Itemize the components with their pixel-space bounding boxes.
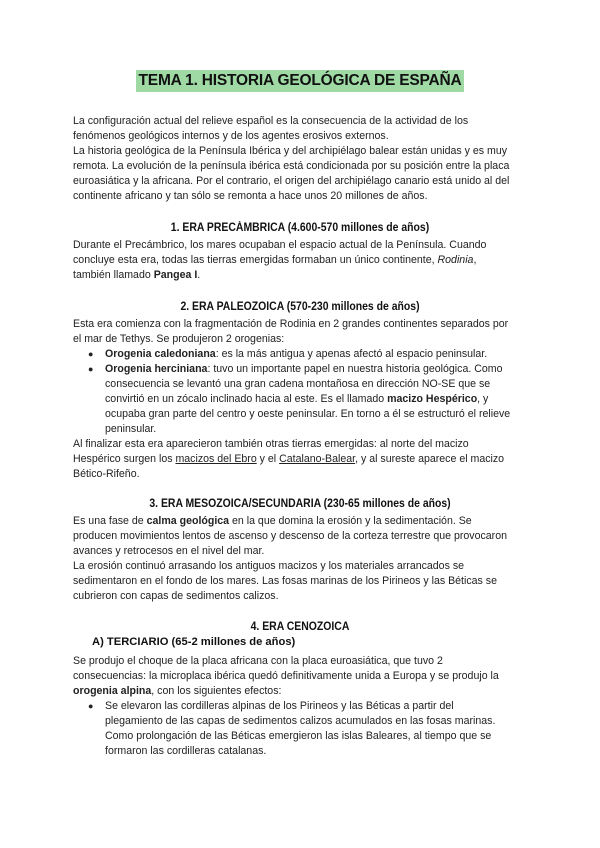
term-orogenia-alpina: orogenia alpina (73, 685, 152, 697)
paleozoica-intro: Esta era comienza con la fragmentación de Rodinia en 2 grandes continentes separados por el mar de Tethys. Se produjeron 2 orogenias: (73, 318, 509, 345)
section-precambrica: Durante el Precámbrico, los mares ocupaban el espacio actual de la Península. Cuando concluye esta era, todas las tierras emergidas formaban un único continente, Rodinia, también llamado Pangea I. (73, 239, 487, 281)
term-rodinia: Rodinia (437, 254, 474, 266)
intro-section (73, 114, 513, 204)
list-item: ● Orogenia caledoniana: es la más antigua y apenas afectó al espacio peninsular. (88, 348, 488, 360)
list-item: ● Se elevaron las cordilleras alpinas de los Pirineos y las Béticas a partir del plegamiento de las capas de sedimentos calizos acumulados en las fosas marinas. Como prolongación de las Béticas emergieron las islas Baleares, al tiempo que se formaron las cordilleras catalanas. (88, 700, 496, 757)
intro-paragraph-2: La historia geológica de la Península Ibérica y del archipiélago balear están unidas y es muy remota. La evolución de la península ibérica está condicionada por su posición entre la placa euroasiática y la africana. Por el contrario, el origen del archipiélago canario está unido al del continente africano y tan sólo se remonta a hace unos 20 millones de años. (73, 145, 510, 202)
list-item: ● Orogenia herciniana: tuvo un importante papel en nuestra historia geológica. Como consecuencia se levantó una gran cadena montañosa en dirección NO-SE que se convirtió en un zócalo inclinado hacia al este. Es el llamado macizo Hespérico, y ocupaba gran parte del centro y oeste peninsular. En torno a él se estructuró el relieve peninsular. (88, 363, 511, 435)
section-mesozoica: Es una fase de calma geológica en la que domina la erosión y la sedimentación. Se producen movimientos lentos de ascenso y descenso de la corteza terrestre que provocaron avances y retrocesos en el nivel del mar. La erosión continuó arrasando los antiguos macizos y los materiales arrancados se sedimentaron en el fondo de los mares. Las fosas marinas de los Pirineos y las Béticas se cubrieron con capas de sedimentos calizos. (73, 514, 513, 604)
heading-cenozoica: 4. ERA CENOZOICA (250, 620, 350, 633)
section-cenozoica: Se produjo el choque de la placa africana con la placa euroasiática, que tuvo 2 consecuencias: la microplaca ibérica quedó definitivamente unida a Europa y se produjo la orogenia alpina, con los siguientes efectos: ● Se elevaron las cordilleras alpinas de los Pirineos y las Béticas a partir del plegamiento de las capas de sedimentos calizos acumulados en las fosas marinas. Como prolongación de las Béticas emergieron las islas Baleares, al tiempo que se formaron las cordilleras catalanas. (73, 654, 513, 759)
link-macizos-ebro: macizos del Ebro (175, 453, 257, 465)
heading-paleozoica: 2. ERA PALEOZOICA (570-230 millones de años) (180, 300, 420, 313)
intro-paragraph-1: La configuración actual del relieve español es la consecuencia de la actividad de los fenómenos geológicos internos y de los agentes erosivos externos. (73, 115, 469, 142)
heading-precambrica: 1. ERA PRECÁMBRICA (4.600-570 millones de años) (170, 221, 430, 234)
bullet-icon: ● (88, 349, 94, 359)
bullet-icon: ● (88, 364, 94, 374)
term-calma-geologica: calma geológica (146, 515, 230, 527)
mesozoica-paragraph-2: La erosión continuó arrasando los antiguos macizos y los materiales arrancados se sedimentaron en el fondo de los mares. Las fosas marinas de los Pirineos y las Béticas se cubrieron con capas de sedimentos calizos. (73, 560, 497, 602)
link-catalano-balear: Catalano-Balear (279, 453, 356, 465)
efectos-list (73, 699, 513, 759)
term-pangea: Pangea I (153, 269, 198, 281)
section-paleozoica (73, 317, 513, 482)
bullet-icon: ● (88, 701, 94, 711)
page-title: TEMA 1. HISTORIA GEOLÓGICA DE ESPAÑA (136, 70, 465, 92)
heading-mesozoica: 3. ERA MESOZOICA/SECUNDARIA (230-65 millones de años) (149, 497, 451, 510)
orogenias-list (73, 347, 513, 437)
paleozoica-end: Al finalizar esta era aparecieron también otras tierras emergidas: al norte del macizo Hespérico surgen los macizos del Ebro y el Catalano-Balear, y al sureste aparece el macizo Bético-Rifeño. (73, 438, 505, 480)
subheading-terciario: A) TERCIARIO (65-2 millones de años) (92, 636, 296, 648)
